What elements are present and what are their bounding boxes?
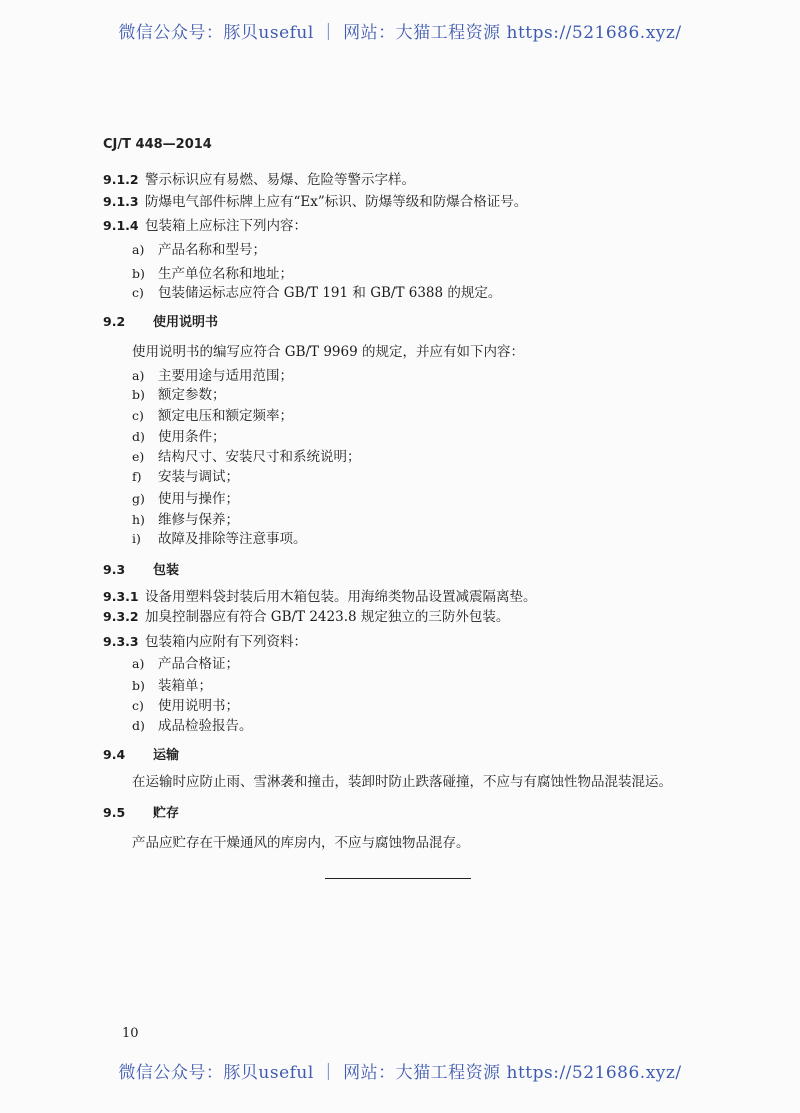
paragraph <box>132 773 672 791</box>
clause <box>103 588 537 606</box>
clause <box>103 217 307 235</box>
line-text: 防爆电气部件标牌上应有“Ex”标识、防爆等级和防爆合格证号。 <box>145 194 528 210</box>
section-title: 包装 <box>153 563 180 578</box>
list-item <box>132 530 307 548</box>
end-rule <box>325 878 471 879</box>
line-text: 产品名称和型号； <box>158 242 266 258</box>
list-item <box>132 284 501 302</box>
page-number: 10 <box>122 1026 139 1041</box>
list-item <box>132 448 361 466</box>
item-label: d) <box>132 429 145 444</box>
section-title: 使用说明书 <box>153 315 219 330</box>
item-label: d) <box>132 718 145 733</box>
line-text: 装箱单； <box>158 678 212 694</box>
item-label: c) <box>132 408 144 423</box>
line-text: 生产单位名称和地址； <box>158 266 293 282</box>
line-text: 包装储运标志应符合 GB/T 191 和 GB/T 6388 的规定。 <box>158 285 502 301</box>
list-item <box>132 511 239 529</box>
item-label: a) <box>132 242 145 257</box>
line-text: 加臭控制器应有符合 GB/T 2423.8 规定独立的三防外包装。 <box>145 609 510 625</box>
section-number: 9.5 <box>103 805 126 820</box>
line-text: 产品应贮存在干燥通风的库房内，不应与腐蚀物品混存。 <box>132 835 470 851</box>
list-item <box>132 717 253 735</box>
line-text: 维修与保养； <box>158 512 239 528</box>
item-label: a) <box>132 656 145 671</box>
line-text: 使用说明书的编写应符合 GB/T 9969 的规定，并应有如下内容： <box>132 344 524 360</box>
list-item <box>132 265 293 283</box>
section-heading <box>103 804 179 823</box>
line-text: 结构尺寸、安装尺寸和系统说明； <box>158 449 361 465</box>
clause-number: 9.3.1 <box>103 589 139 604</box>
clause-number: 9.1.4 <box>103 218 139 233</box>
section-title: 贮存 <box>153 806 180 821</box>
item-label: g) <box>132 491 145 506</box>
line-text: 使用说明书； <box>158 698 239 714</box>
section-heading <box>103 746 179 765</box>
line-text: 成品检验报告。 <box>158 718 253 734</box>
section-heading <box>103 561 179 580</box>
clause-number: 9.1.3 <box>103 194 139 209</box>
line-text: 主要用途与适用范围； <box>158 368 293 384</box>
item-label: f) <box>132 469 142 484</box>
item-label: c) <box>132 285 144 300</box>
paragraph <box>132 343 524 361</box>
clause-number: 9.1.2 <box>103 172 139 187</box>
line-text: 额定参数； <box>158 387 226 403</box>
item-label: b) <box>132 678 145 693</box>
list-item <box>132 677 212 695</box>
line-text: 包装箱内应附有下列资料： <box>145 634 307 650</box>
clause-number: 9.3.3 <box>103 634 139 649</box>
clause <box>103 171 415 189</box>
list-item <box>132 428 226 446</box>
line-text: 设备用塑料袋封装后用木箱包装。用海绵类物品设置减震隔离垫。 <box>145 589 537 605</box>
paragraph <box>132 834 470 852</box>
clause <box>103 633 307 651</box>
list-item <box>132 367 293 385</box>
item-label: h) <box>132 512 145 527</box>
section-number: 9.3 <box>103 562 126 577</box>
line-text: 使用条件； <box>158 429 226 445</box>
item-label: a) <box>132 368 145 383</box>
standard-code: CJ/T 448—2014 <box>103 137 212 152</box>
section-title: 运输 <box>153 748 180 763</box>
item-label: b) <box>132 266 145 281</box>
item-label: c) <box>132 698 144 713</box>
list-item <box>132 490 239 508</box>
list-item <box>132 407 293 425</box>
clause <box>103 193 527 211</box>
line-text: 故障及排除等注意事项。 <box>158 531 307 547</box>
clause <box>103 608 509 626</box>
item-label: i) <box>132 531 141 546</box>
clause-number: 9.3.2 <box>103 609 139 624</box>
watermark-bottom: 微信公众号：豚贝useful ｜ 网站：大猫工程资源 https://521686.xyz/ <box>118 1063 682 1083</box>
line-text: 额定电压和额定频率； <box>158 408 293 424</box>
section-number: 9.2 <box>103 314 126 329</box>
list-item <box>132 697 239 715</box>
section-heading <box>103 313 218 332</box>
line-text: 包装箱上应标注下列内容： <box>145 218 307 234</box>
watermark-top: 微信公众号：豚贝useful ｜ 网站：大猫工程资源 https://521686.xyz/ <box>118 23 682 43</box>
line-text: 使用与操作； <box>158 491 239 507</box>
list-item <box>132 655 239 673</box>
line-text: 在运输时应防止雨、雪淋袭和撞击，装卸时防止跌落碰撞，不应与有腐蚀性物品混装混运。 <box>132 774 672 790</box>
line-text: 安装与调试； <box>158 469 239 485</box>
list-item <box>132 386 226 404</box>
list-item <box>132 241 266 259</box>
section-number: 9.4 <box>103 747 126 762</box>
item-label: e) <box>132 449 145 464</box>
line-text: 警示标识应有易燃、易爆、危险等警示字样。 <box>145 172 415 188</box>
line-text: 产品合格证； <box>158 656 239 672</box>
list-item <box>132 468 239 486</box>
item-label: b) <box>132 387 145 402</box>
